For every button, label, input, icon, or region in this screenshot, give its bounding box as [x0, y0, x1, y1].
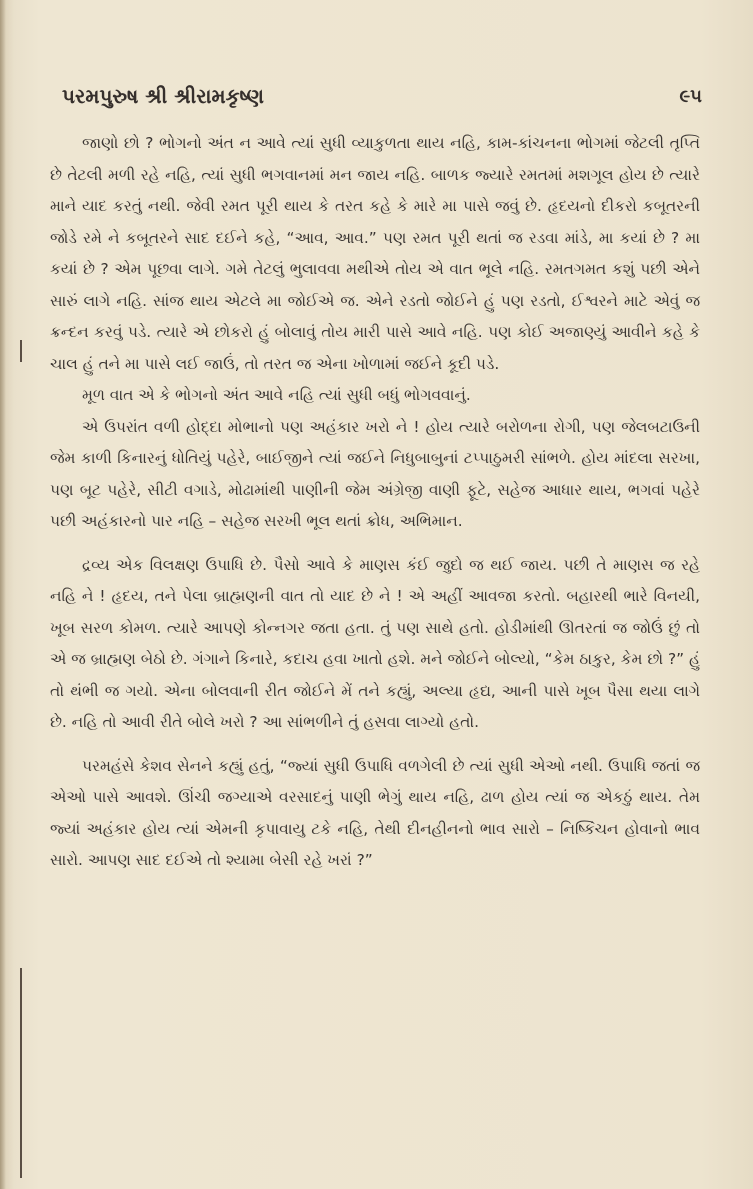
- page-number: ૯૫: [679, 86, 702, 107]
- body-text: [50, 128, 700, 877]
- paragraph: જાણો છો ? ભોગનો અંત ન આવે ત્યાં સુધી વ્યાકુળતા થાય નહિ, કામ-કાંચનના ભોગમાં જેટલી તૃપ્તિ છે તેટલી મળી રહે નહિ, ત્યાં સુધી ભગવાનમાં મન જાય નહિ. બાળક જ્યારે રમતમાં મશગૂલ હોય છે ત્યારે માને યાદ કરતું નથી. જેવી રમત પૂરી થાય કે તરત કહે કે મારે મા પાસે જવું છે. હૃદયનો દીકરો કબૂતરની જોડે રમે ને કબૂતરને સાદ દઈને કહે, “આવ, આવ.” પણ રમત પૂરી થતાં જ રડવા માંડે, મા કયાં છે ? મા કયાં છે ? એમ પૂછવા લાગે. ગમે તેટલું ભુલાવવા મથીએ તોય એ વાત ભૂલે નહિ. રમતગમત કશું પછી એને સારું લાગે નહિ. સાંજ થાય એટલે મા જોઈએ જ. એને રડતો જોઈને હું પણ રડતો, ઈશ્વરને માટે એવું જ ક્રન્દન કરવું પડે. ત્યારે એ છોકરો હું બોલાવું તોય મારી પાસે આવે નહિ. પણ કોઈ અજાણ્યું આવીને કહે કે ચાલ હું તને મા પાસે લઈ જાઉં, તો તરત જ એના ખોળામાં જઈને કૂદી પડે.: [50, 134, 700, 373]
- paragraph-gap: [50, 739, 700, 751]
- margin-mark: [20, 340, 22, 362]
- spine-shadow: [0, 0, 6, 1189]
- paragraph-gap: [50, 538, 700, 550]
- paragraph: પરમહંસે કેશવ સેનને કહ્યું હતું, “જ્યાં સુધી ઉપાધિ વળગેલી છે ત્યાં સુધી એઓ નથી. ઉપાધિ જતાં જ એઓ પાસે આવશે. ઊંચી જગ્યાએ વરસાદનું પાણી ભેગું થાય નહિ, ઢાળ હોય ત્યાં જ એકઠું થાય. તેમ જ્યાં અહંકાર હોય ત્યાં એમની કૃપાવાયુ ટકે નહિ, તેથી દીનહીનનો ભાવ સારો – નિષ્કિંચન હોવાનો ભાવ સારો. આપણ સાદ દઈએ તો શ્યામા બેસી રહે ખરાં ?”: [50, 756, 700, 869]
- paragraph: મૂળ વાત એ કે ભોગનો અંત આવે નહિ ત્યાં સુધી બધું ભોગવવાનું.: [82, 386, 471, 404]
- running-header: [62, 84, 702, 116]
- paragraph: એ ઉપરાંત વળી હોદ્દા મોભાનો પણ અહંકાર ખરો ને ! હોય ત્યારે બરોળના રોગી, પણ જેલબટાઉની જેમ કાળી કિનારનું ધોતિયું પહેરે, બાઈજીને ત્યાં જઈને નિધુબાબુનાં ટપ્પાઠુમરી સાંભળે. હોય માંદલા સરખા, પણ બૂટ પહેરે, સીટી વગાડે, મોઢામાંથી પાણીની જેમ અંગ્રેજી વાણી ફૂટે, સહેજ આધાર થાય, ભગવાં પહેરે પછી અહંકારનો પાર નહિ – સહેજ સરખી ભૂલ થતાં ક્રોધ, અભિમાન.: [50, 417, 700, 530]
- paragraph: દ્રવ્ય એક વિલક્ષણ ઉપાધિ છે. પૈસો આવે કે માણસ કંઈ જુદો જ થઈ જાય. પછી તે માણસ જ રહે નહિ ને ! હૃદય, તને પેલા બ્રાહ્મણની વાત તો યાદ છે ને ! એ અહીં આવજા કરતો. બહારથી ભારે વિનયી, ખૂબ સરળ કોમળ. ત્યારે આપણે કોન્નગર જતા હતા. તું પણ સાથે હતો. હોડીમાંથી ઊતરતાં જ જોઉં છું તો એ જ બ્રાહ્મણ બેઠો છે. ગંગાને કિનારે, કદાચ હવા ખાતો હશે. મને જોઈને બોલ્યો, “કેમ ઠાકુર, કેમ છો ?” હું તો થંભી જ ગયો. એના બોલવાની રીત જોઈને મેં તને કહ્યું, અલ્યા હૃદ્ય, આની પાસે ખૂબ પૈસા થયા લાગે છે. નહિ તો આવી રીતે બોલે ખરો ? આ સાંભળીને તું હસવા લાગ્યો હતો.: [50, 555, 700, 731]
- running-header-title: પરમપુરુષ શ્રી શ્રીરામકૃષ્ણ: [62, 84, 264, 108]
- margin-mark: [20, 968, 22, 1178]
